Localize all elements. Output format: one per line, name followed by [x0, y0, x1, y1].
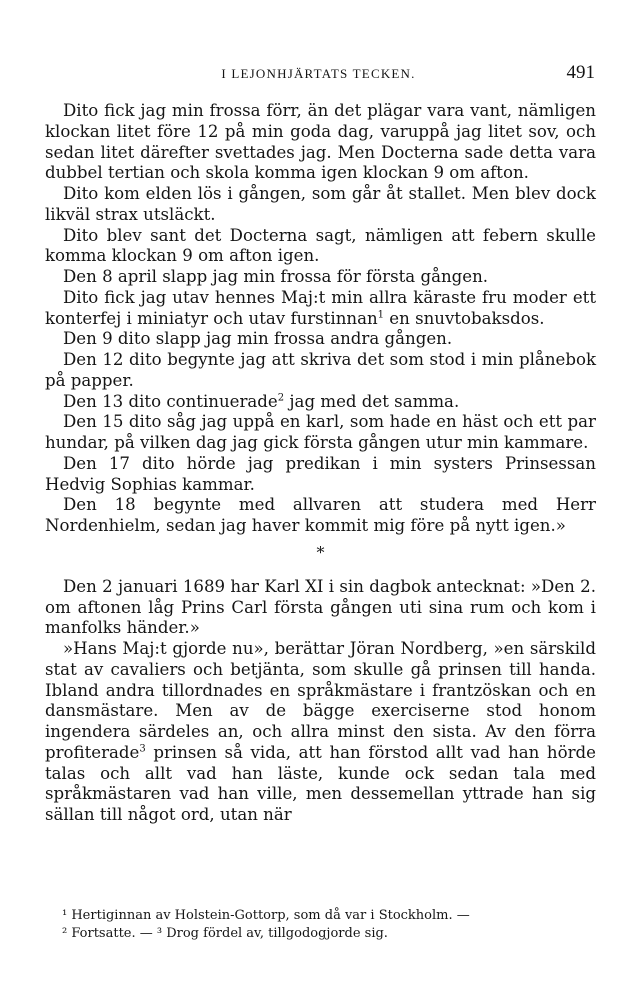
- paragraph-text: jag med det samma.: [284, 391, 460, 411]
- running-title: I LEJONHJÄRTATS TECKEN.: [221, 66, 416, 81]
- paragraph: Den 12 dito begynte jag att skriva det som stod i min plånebok på papper.: [45, 350, 596, 390]
- paragraph: Den 15 dito såg jag uppå en karl, som hade en häst och ett par hundar, på vilken dag jag gick första gången utur min kammare.: [45, 412, 596, 452]
- footnote: ¹ Hertiginnan av Holstein-Gottorp, som då var i Stockholm. —: [62, 908, 470, 923]
- footnote-ref: 2: [277, 391, 285, 403]
- footnote-ref: 3: [139, 743, 146, 755]
- paragraph: Den 17 dito hörde jag predikan i min systers Prinsessan Hedvig Sophias kammar.: [45, 453, 596, 494]
- paragraph-text: en snuvtobaksdos.: [384, 308, 545, 328]
- paragraph: [45, 288, 596, 330]
- paragraph: [45, 639, 596, 826]
- footnotes: [62, 907, 596, 943]
- section-separator: *: [316, 542, 325, 562]
- paragraph-text: Dito fick jag utav hennes Maj:t min allra käraste fru moder ett konterfej i miniatyr och utav furstinnan: [45, 287, 596, 328]
- page-header: [42, 62, 595, 86]
- paragraph: Den 18 begynte med allvaren att studera med Herr Nordenhielm, sedan jag haver kommit mig före på nytt igen.»: [45, 495, 596, 535]
- paragraph-text: Den 13 dito continuerade: [63, 391, 278, 411]
- paragraph: Dito blev sant det Docterna sagt, nämligen att febern skulle komma klockan 9 om afton igen.: [45, 225, 596, 266]
- paragraph-text: prinsen så vida, att han förstod allt vad han hörde talas och allt vad han läste, kunde ock sedan tala med språkmästaren vad han ville, men dessemellan yttrade han sig sällan till något ord, utan när: [45, 742, 596, 824]
- paragraph: Dito fick jag min frossa förr, än det plägar vara vant, nämligen klockan litet före 12 på min goda dag, varuppå jag litet sov, och sedan litet därefter svettades jag. Men Docterna sade detta vara dubbel tertian och skola komma igen klockan 9 om afton.: [45, 101, 596, 183]
- paragraph: Den 9 dito slapp jag min frossa andra gången.: [63, 329, 453, 349]
- paragraph-text: »Hans Maj:t gjorde nu», berättar Jöran Nordberg, »en särskild stat av cavaliers och betjänta, som skulle gå prinsen till handa. Ibland andra tillordnades en språkmästare i frantzöskan och en dansmästare. Men av de bägge exerciserne stod honom ingendera särdeles an, och allra minst den sista. Av den förra profiterade: [45, 639, 596, 762]
- body-text: [45, 101, 596, 826]
- paragraph: Den 8 april slapp jag min frossa för första gången.: [63, 267, 489, 286]
- footnote: ² Fortsatte. — ³ Drog fördel av, tillgodogjorde sig.: [62, 926, 388, 941]
- footnote-ref: 1: [377, 308, 385, 320]
- page-number: 491: [566, 62, 595, 83]
- paragraph: [45, 392, 596, 413]
- paragraph: Dito kom elden lös i gången, som går åt stallet. Men blev dock likväl strax utsläckt.: [45, 184, 596, 224]
- paragraph: Den 2 januari 1689 har Karl XI i sin dagbok antecknat: »Den 2. om aftonen låg Prins Carl första gången uti sina rum och kom i manfolks händer.»: [45, 576, 596, 638]
